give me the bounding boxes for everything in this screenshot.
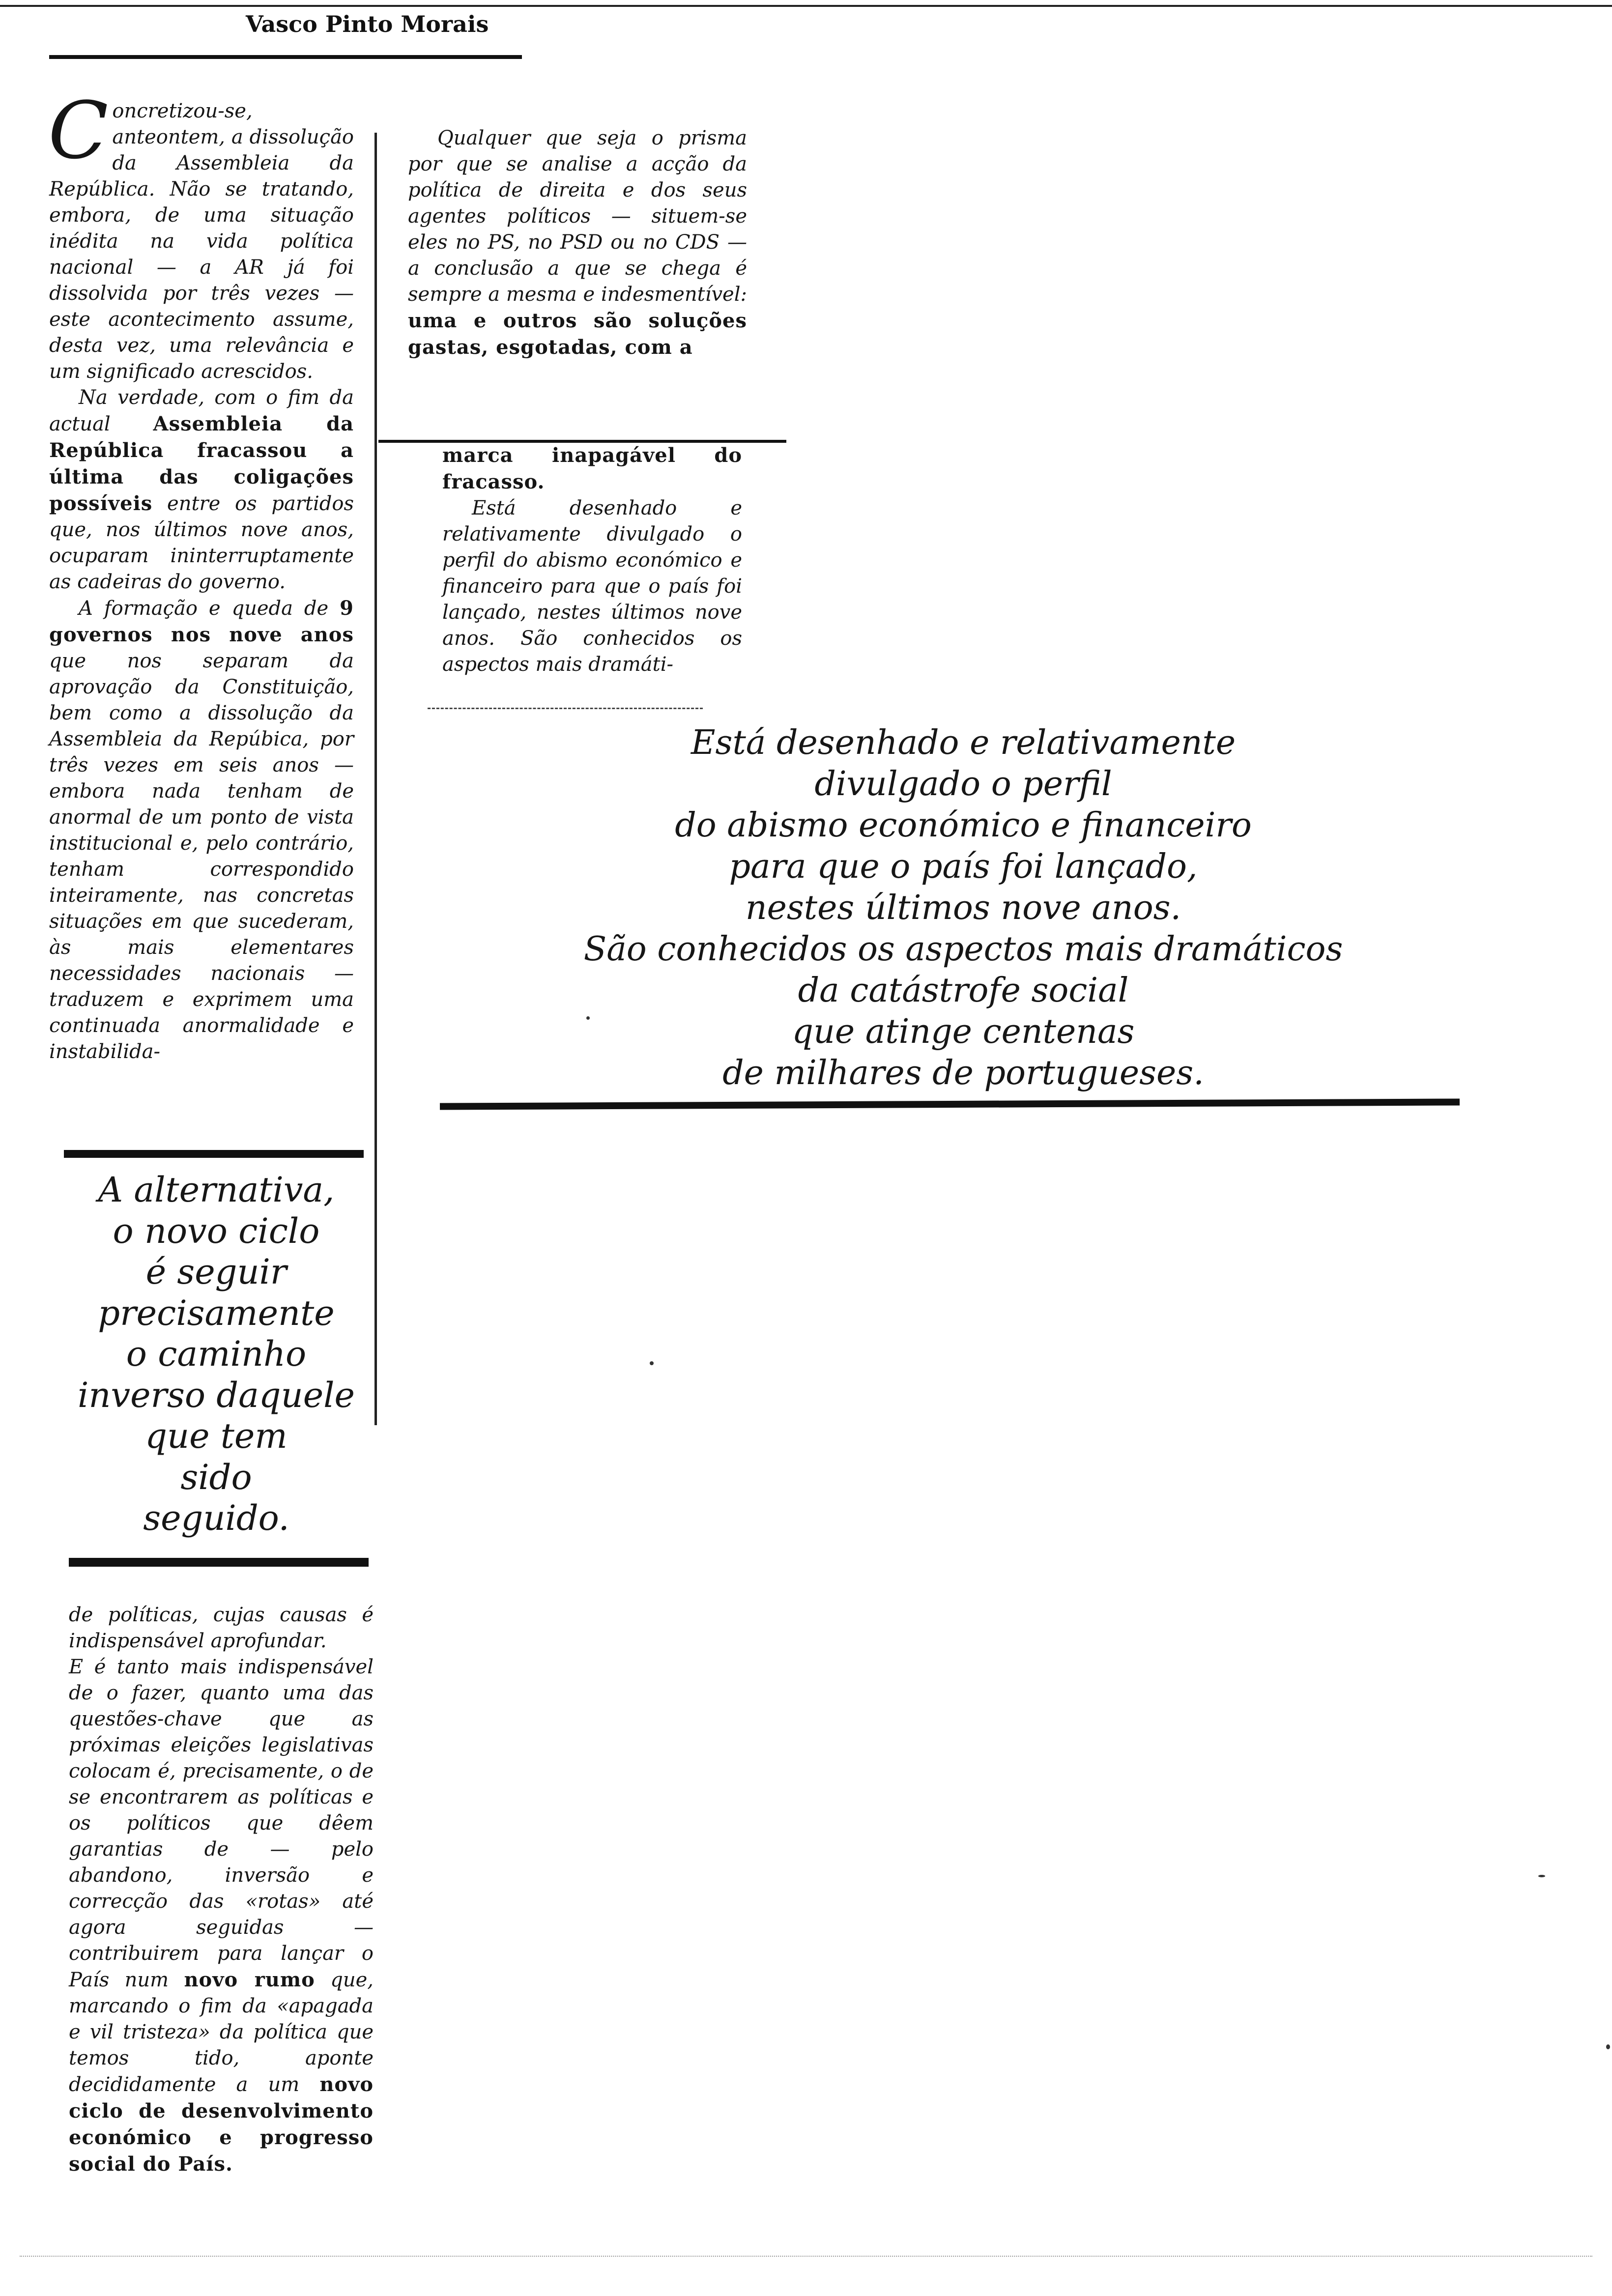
article-column-2 [408,125,747,361]
pull-quote-line: o caminho [126,1334,307,1374]
pull-quote-line: Está desenhado e relativamente [691,723,1236,762]
pull-quote-line: inverso daquele [78,1375,355,1415]
pull-quote-line: para que o país foi lançado, [729,847,1198,886]
drop-cap: C [48,85,109,176]
scan-speck [650,1361,654,1365]
pull-quote-line: precisamente [98,1292,335,1333]
article-column-3 [69,1602,374,2178]
pull-quote-bottom-rule [69,1558,369,1567]
byline-rule [49,55,522,59]
emphasis-text: novo rumo [184,1968,315,1991]
bottom-scan-edge [20,2256,1592,2257]
paragraph-5 [442,442,742,495]
paragraph-3: A formação e queda de 9 governos nos nove anos que nos separam da aprovação da Constituição, bem como a dissolução da Assembleia da Repúbica, por três vezes em seis anos — embora nada tenham de anormal de um ponto de vista institucional e, pelo contrário, tenham correspondido inteiramente, nas concretas situações em que sucederam, às mais elementares necessidades nacionais — traduzem e exprimem uma continuada anormalidade e instabilida- [49,597,354,1063]
pull-quote-rule [440,1098,1460,1110]
author-byline: Vasco Pinto Morais [246,11,489,37]
emphasis-text: Assembleia da República fracassou a última das coligações possíveis [49,412,354,515]
pull-quote-line: da catástrofe social [798,971,1129,1010]
pull-quote-line: do abismo económico e financeiro [675,806,1252,845]
scan-speck [586,1016,590,1020]
scan-speck [1606,2044,1610,2049]
article-column-1 [48,85,354,1065]
paragraph-7: de políticas, cujas causas é indispensável aprofundar. [69,1604,374,1652]
pull-quote-line: de milhares de portugueses. [722,1054,1204,1092]
paragraph-1: Concretizou-se, anteontem, a dissolução da Assembleia da República. Não se tratando, embora, de uma situação inédita na vida política nacional — a AR já foi dissolvida por três vezes — este acontecimento assume, desta vez, uma relevância e um significado acrescidos. [48,85,354,383]
pull-quote-line: o novo ciclo [113,1210,320,1251]
pull-quote-line: sido [180,1457,252,1497]
pull-quote-line: seguido. [143,1498,289,1538]
scan-speck [1538,1875,1545,1877]
pull-quote-line: que tem [145,1416,288,1456]
column-divider [374,133,377,1425]
emphasis-text: uma e outros são soluções gastas, esgotadas, com a [408,309,747,359]
pull-quote-line: que atinge centenas [792,1012,1135,1051]
emphasis-text: marca inapagável do fracasso. [442,444,742,493]
faint-rule [428,708,703,709]
pull-quote-top-rule [64,1150,364,1158]
pull-quote-line: nestes últimos nove anos. [745,889,1181,927]
pull-quote-line: é seguir [145,1252,287,1292]
emphasis-text: 9 governos nos nove anos [49,597,354,646]
pull-quote-line: divulgado o perfil [814,765,1112,804]
pull-quote-right [531,722,1396,1094]
paragraph-2: Na verdade, com o fim da actual Assembleia da República fracassou a última das coligações possíveis entre os partidos que, nos últimos nove anos, ocuparam ininterruptamente as cadeiras do governo. [49,386,354,593]
pull-quote-line: São conhecidos os aspectos mais dramáticos [583,930,1343,969]
paragraph-8: E é tanto mais indispensável de o fazer, quanto uma das questões-chave que as próximas eleições legislativas colocam é, precisamente, o de se encontrarem as políticas e os políticos que dêem garantias de — pelo abandono, inversão e correcção das «rotas» até agora seguidas — contribuirem para lançar o País num novo rumo que, marcando o fim da «apagada e vil tristeza» da política que temos tido, aponte decididamente a um novo ciclo de desenvolvimento económico e progresso social do País. [69,1656,374,2176]
pull-quote-left [59,1170,374,1539]
pull-quote-line: A alternativa, [98,1170,335,1210]
article-column-2-continued [442,442,742,678]
top-border [0,5,1612,7]
paragraph-4: Qualquer que seja o prisma por que se analise a acção da política de direita e dos seus agentes políticos — situem-se eles no PS, no PSD ou no CDS — a conclusão a que se chega é sempre a mesma e indesmentível: uma e outros são soluções gastas, esgotadas, com a [408,127,747,359]
emphasis-text: novo ciclo de desenvolvimento económico e progresso social do País. [69,2073,374,2176]
paragraph-6: Está desenhado e relativamente divulgado o perfil do abismo económico e financeiro para que o país foi lançado, nestes últimos nove anos. São conhecidos os aspectos mais dramáti- [442,497,742,676]
